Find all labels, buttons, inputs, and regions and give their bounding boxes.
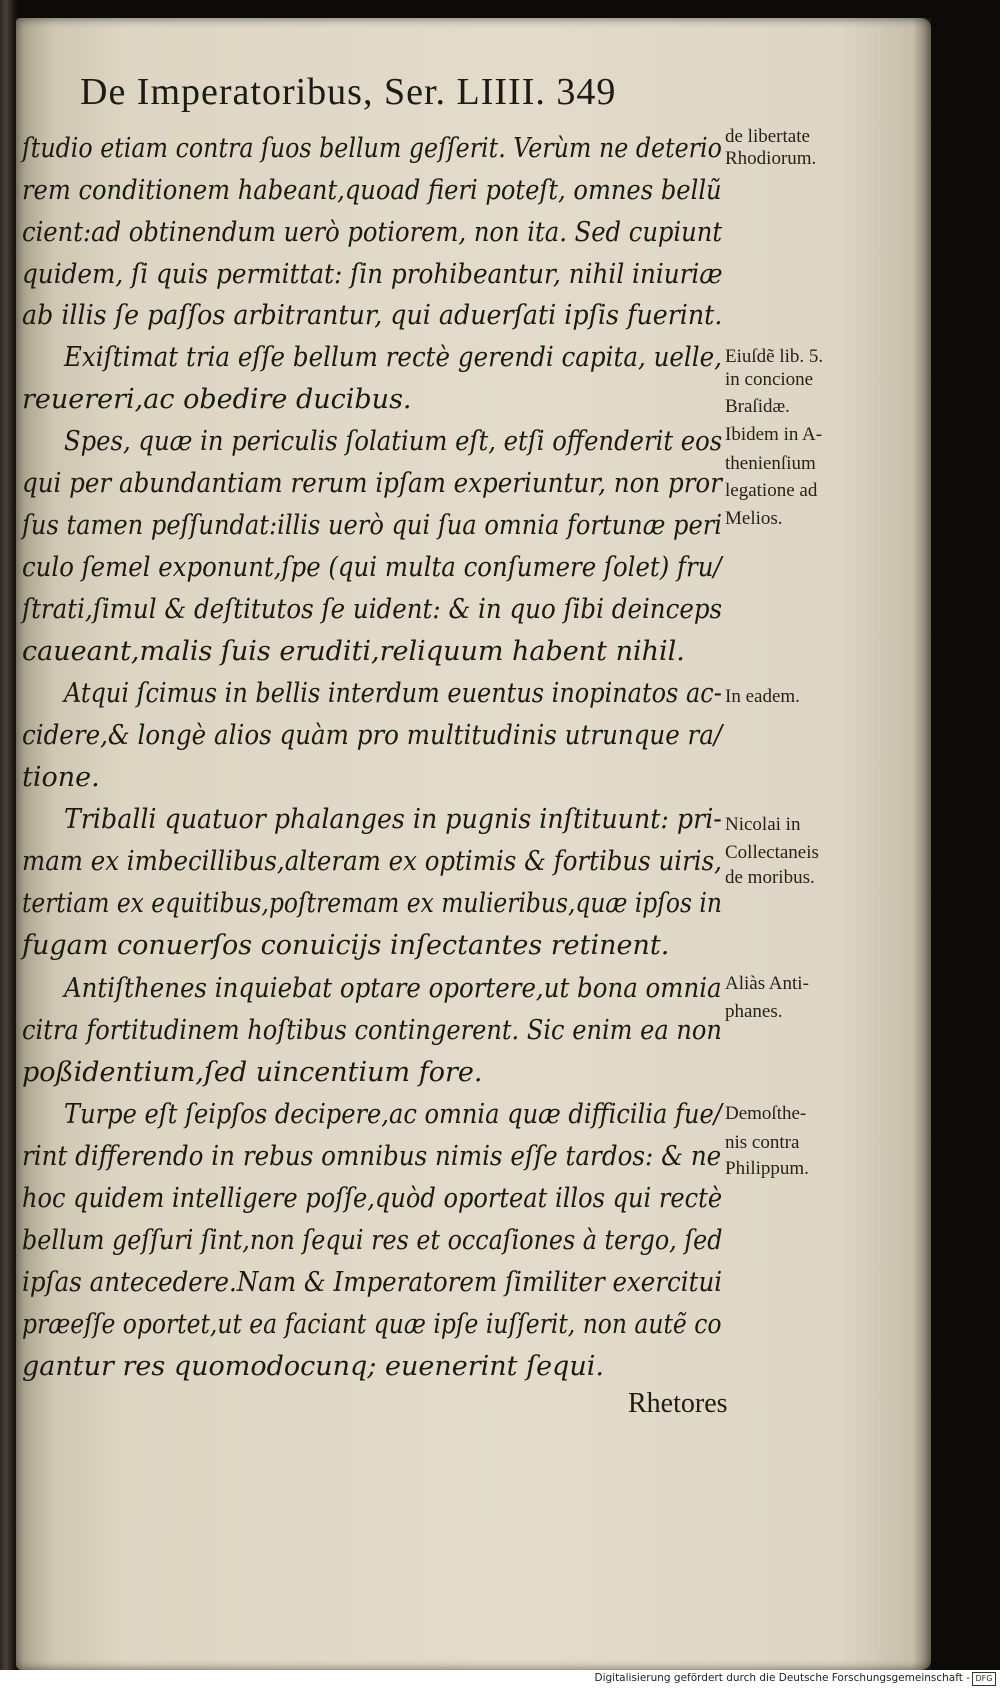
text-line: tione. [22, 762, 100, 793]
text-line: Atqui ſcimus in bellis interdum euentus inopinatos ac- [64, 678, 722, 709]
text-line: Exiſtimat tria eſſe bellum rectè gerendi capita, uelle, [64, 342, 722, 373]
text-line: tertiam ex equitibus,poſtremam ex mulieribus,quæ ipſos in [22, 888, 722, 919]
margin-note: Collectaneis [725, 842, 819, 863]
margin-note: Ibidem in A- [725, 424, 823, 445]
margin-note: Demoſthe- [725, 1103, 807, 1124]
text-line: Turpe eſt ſeipſos decipere,ac omnia quæ difficilia fue/ [64, 1099, 722, 1130]
margin-note: de libertate [725, 126, 810, 147]
text-line: cidere,& longè alios quàm pro multitudinis utrunque ra/ [22, 720, 723, 751]
running-head: De Imperatoribus, Ser. LIIII. 349 [80, 71, 617, 113]
margin-note: legatione ad [725, 480, 818, 501]
text-line: bellum geſſuri ſint,non ſequi res et occaſiones à tergo, ſed [22, 1225, 723, 1256]
footer-credit: Digitalisierung gefördert durch die Deutsche Forschungsgemeinschaft - [594, 1672, 970, 1684]
text-line: ſtudio etiam contra ſuos bellum geſſerit. Verùm ne deterio [22, 133, 722, 164]
margin-note: phanes. [725, 1001, 783, 1022]
margin-note: Philippum. [725, 1158, 809, 1179]
text-line: fugam conuerſos conuicijs inſectantes retinent. [22, 930, 670, 961]
text-line: hoc quidem intelligere poſſe,quòd oporteat illos qui rectè [22, 1183, 723, 1214]
margin-note: In eadem. [725, 686, 800, 707]
text-line: gantur res quomodocunq; euenerint ſequi. [22, 1351, 604, 1382]
text-line: Antiſthenes inquiebat optare oportere,ut bona omnia [64, 973, 722, 1004]
text-line: Triballi quatuor phalanges in pugnis inſtituunt: pri- [64, 804, 722, 835]
text-line: ipſas antecedere.Nam & Imperatorem ſimiliter exercitui [22, 1267, 723, 1298]
catchword: Rhetores [628, 1388, 728, 1419]
margin-note: de moribus. [725, 867, 815, 888]
text-line: ſtrati,ſimul & deſtitutos ſe uident: & in quo ſibi deinceps [22, 594, 723, 625]
text-line: Spes, quæ in periculis ſolatium eſt, etſi offenderit eos [64, 426, 723, 457]
margin-note: Braſidæ. [725, 396, 790, 417]
margin-note: thenienſium [725, 453, 816, 474]
margin-note: Aliàs Anti- [725, 973, 809, 994]
text-line: quidem, ſi quis permittat: ſin prohibeantur, nihil iniuriæ [22, 259, 723, 290]
dfg-logo: DFG [972, 1672, 996, 1686]
margin-note: Eiuſdẽ lib. 5. [725, 346, 824, 367]
text-line: rint differendo in rebus omnibus nimis eſſe tardos: & ne [22, 1141, 722, 1172]
text-line: præeſſe oportet,ut ea faciant quæ ipſe iuſſerit, non autẽ co [22, 1309, 722, 1340]
text-line: culo ſemel exponunt,ſpe (qui multa conſumere ſolet) fru/ [22, 552, 722, 583]
text-line: poßidentium,ſed uincentium fore. [22, 1057, 483, 1088]
text-line: rem conditionem habeant,quoad fieri poteſt, omnes bellũ [22, 175, 722, 206]
margin-note: nis contra [725, 1132, 800, 1153]
margin-note: Rhodiorum. [725, 148, 817, 169]
text-line: reuereri,ac obedire ducibus. [22, 384, 412, 415]
text-line: cient:ad obtinendum uerò potiorem, non ita. Sed cupiunt [22, 217, 723, 248]
margin-note: Melios. [725, 508, 783, 529]
text-line: ſus tamen peſſundat:illis uerò qui ſua omnia fortunæ peri [22, 510, 722, 541]
text-line: citra fortitudinem hoſtibus contingerent. Sic enim ea non [22, 1015, 722, 1046]
page-edge-shadow [913, 18, 931, 1670]
text-line: mam ex imbecillibus,alteram ex optimis & fortibus uiris, [22, 846, 722, 877]
margin-note: Nicolai in [725, 814, 801, 835]
text-line: caueant,malis ſuis eruditi,reliquum habent nihil. [22, 636, 685, 667]
text-line: qui per abundantiam rerum ipſam experiuntur, non pror [22, 468, 722, 499]
text-line: ab illis ſe paſſos arbitrantur, qui aduerſati ipſis fuerint. [22, 300, 723, 331]
margin-note: in concione [725, 369, 814, 390]
